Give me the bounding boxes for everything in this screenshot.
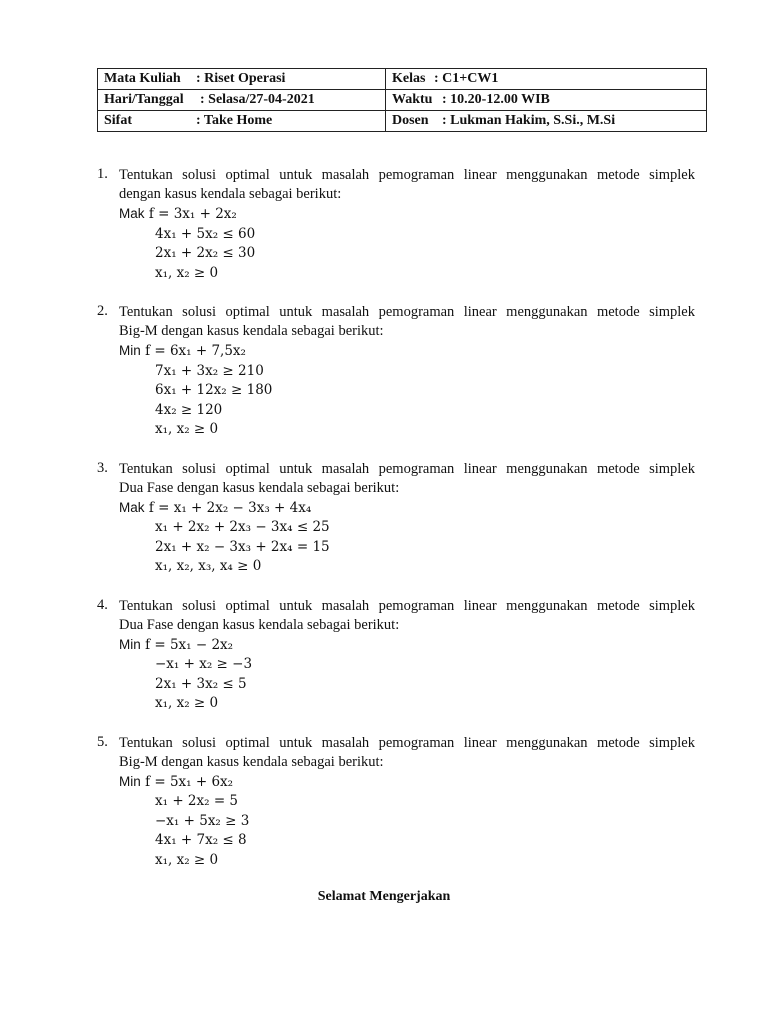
problem-body xyxy=(119,166,695,283)
constraint: 4x₂ ≥ 120 xyxy=(155,401,223,418)
statement-line: Big-M dengan kasus kendala sebagai berikut: xyxy=(119,323,384,339)
objective-keyword: Min xyxy=(119,636,141,652)
course-cell xyxy=(98,69,386,90)
problem-number: 1. xyxy=(97,166,108,182)
objective-keyword: Min xyxy=(119,773,141,789)
closing-text: Selamat Mengerjakan xyxy=(317,889,451,904)
nature-cell xyxy=(98,111,386,132)
statement-line: Dua Fase dengan kasus kendala sebagai berikut: xyxy=(119,479,400,496)
date-value: : Selasa/27-04-2021 xyxy=(200,92,315,107)
header-row xyxy=(98,111,707,132)
problem-statement xyxy=(119,734,695,772)
course-info-table xyxy=(97,68,707,132)
constraint: x₁, x₂, x₃, x₄ ≥ 0 xyxy=(155,558,262,574)
time-value: : 10.20-12.00 WIB xyxy=(442,92,550,107)
objective-expression: f = 6x₁ + 7,5x₂ xyxy=(145,343,246,359)
constraint: 2x₁ + x₂ − 3x₃ + 2x₄ = 15 xyxy=(155,538,330,555)
objective-keyword: Min xyxy=(119,343,141,358)
statement-line: Tentukan solusi optimal untuk masalah pemograman linear menggunakan metode simplek xyxy=(119,597,695,614)
problem-item xyxy=(97,303,695,440)
problem-statement xyxy=(119,166,695,204)
problem-statement xyxy=(119,460,695,498)
constraint: x₁ + 2x₂ + 2x₃ − 3x₄ ≤ 25 xyxy=(155,519,330,535)
problem-body xyxy=(119,460,695,577)
header-row xyxy=(98,69,707,90)
constraint: x₁, x₂ ≥ 0 xyxy=(155,851,219,868)
time-label: Waktu xyxy=(392,92,433,107)
statement-line: Dua Fase dengan kasus kendala sebagai berikut: xyxy=(119,616,400,633)
class-cell xyxy=(386,69,707,90)
problem-number: 2. xyxy=(97,303,108,319)
date-cell xyxy=(98,90,386,111)
problem-item xyxy=(97,166,695,283)
objective-keyword: Mak xyxy=(119,499,145,515)
constraint: 4x₁ + 5x₂ ≤ 60 xyxy=(155,225,256,242)
objective-function xyxy=(119,498,695,519)
statement-line: Tentukan solusi optimal untuk masalah pemograman linear menggunakan metode simplek xyxy=(119,167,695,183)
constraint: x₁ + 2x₂ = 5 xyxy=(155,793,239,809)
objective-expression: f = 5x₁ − 2x₂ xyxy=(145,636,234,653)
constraint: 2x₁ + 3x₂ ≤ 5 xyxy=(155,675,247,692)
class-value: : C1+CW1 xyxy=(434,71,499,86)
class-label: Kelas xyxy=(392,71,426,86)
problem-list xyxy=(97,166,695,890)
objective-expression: f = 5x₁ + 6x₂ xyxy=(145,773,234,790)
lecturer-value: : Lukman Hakim, S.Si., M.Si xyxy=(442,113,616,128)
statement-line: Tentukan solusi optimal untuk masalah pemograman linear menggunakan metode simplek xyxy=(119,304,695,320)
problem-body xyxy=(119,303,695,440)
constraint: −x₁ + 5x₂ ≥ 3 xyxy=(155,812,250,829)
problem-item xyxy=(97,734,695,871)
constraint: x₁, x₂ ≥ 0 xyxy=(155,695,219,711)
date-label: Hari/Tanggal xyxy=(104,92,184,107)
statement-line: dengan kasus kendala sebagai berikut: xyxy=(119,186,342,202)
constraint: x₁, x₂ ≥ 0 xyxy=(155,264,219,281)
problem-number: 4. xyxy=(97,596,108,613)
objective-function xyxy=(119,341,695,362)
constraint: 6x₁ + 12x₂ ≥ 180 xyxy=(155,382,273,398)
constraint: 7x₁ + 3x₂ ≥ 210 xyxy=(155,362,264,379)
lecturer-label: Dosen xyxy=(392,113,429,128)
problem-number: 5. xyxy=(97,733,108,750)
problem-body xyxy=(119,597,695,714)
problem-number: 3. xyxy=(97,459,108,476)
constraint: −x₁ + x₂ ≥ −3 xyxy=(155,656,253,672)
statement-line: Tentukan solusi optimal untuk masalah pemograman linear menggunakan metode simplek xyxy=(119,734,695,751)
problem-statement xyxy=(119,597,695,635)
problem-statement xyxy=(119,303,695,341)
constraint: 2x₁ + 2x₂ ≤ 30 xyxy=(155,245,256,261)
problem-item xyxy=(97,460,695,577)
objective-function xyxy=(119,772,695,793)
objective-function xyxy=(119,204,695,225)
objective-expression: f = x₁ + 2x₂ − 3x₃ + 4x₄ xyxy=(148,499,312,516)
nature-label: Sifat xyxy=(104,113,132,128)
problem-body xyxy=(119,734,695,871)
header-row xyxy=(98,90,707,111)
constraint: x₁, x₂ ≥ 0 xyxy=(155,421,219,437)
problem-item xyxy=(97,597,695,714)
objective-function xyxy=(119,635,695,656)
constraint: 4x₁ + 7x₂ ≤ 8 xyxy=(155,832,247,848)
statement-line: Tentukan solusi optimal untuk masalah pemograman linear menggunakan metode simplek xyxy=(119,460,695,477)
statement-line: Big-M dengan kasus kendala sebagai berikut: xyxy=(119,753,384,770)
time-cell xyxy=(386,90,707,111)
nature-value: : Take Home xyxy=(196,113,273,128)
course-label: Mata Kuliah xyxy=(104,71,181,86)
objective-keyword: Mak xyxy=(119,206,145,221)
lecturer-cell xyxy=(386,111,707,132)
objective-expression: f = 3x₁ + 2x₂ xyxy=(148,206,237,222)
course-value: : Riset Operasi xyxy=(196,71,286,86)
